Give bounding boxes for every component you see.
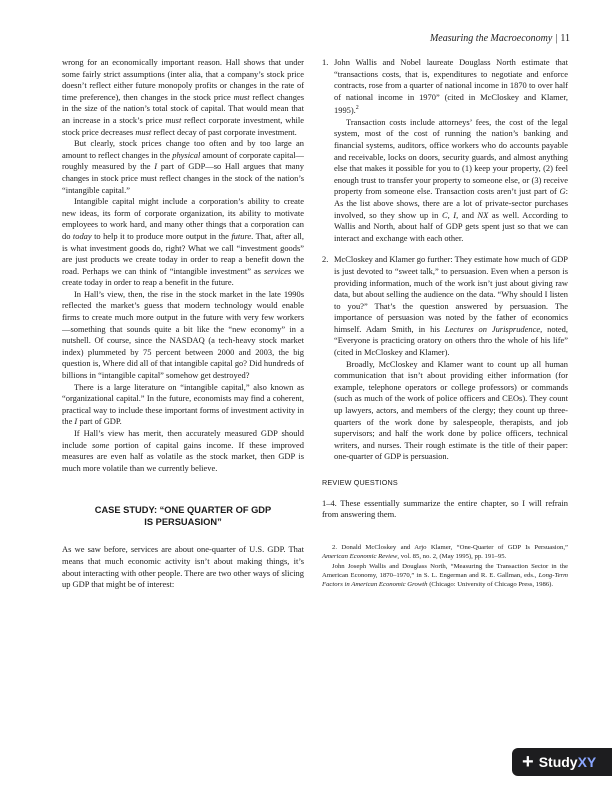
footnote-marker: 2 <box>355 105 359 112</box>
footnotes <box>322 543 568 590</box>
case-study-title: CASE STUDY: “ONE QUARTER OF GDP IS PERSUASION” <box>94 505 272 528</box>
paragraph: As we saw before, services are about one-quarter of U.S. GDP. That means that much economic activity isn’t about making things, it’s about interacting with other people. There are two other ways of slicing up GDP that might be of interest: <box>62 544 304 590</box>
running-header <box>430 33 570 44</box>
list-item <box>322 254 568 463</box>
studyxy-logo: + Study XY <box>512 748 612 776</box>
review-questions-heading: REVIEW QUESTIONS <box>322 478 398 487</box>
paragraph: But clearly, stock prices change too often and by too large an amount to reflect changes in the physical amount of corporate capital—roughly measured by the I part of GDP—so Hall argues that many changes in stock price must reflect changes in the stock of the nation’s “intangible capital.” <box>62 138 304 195</box>
paragraph: If Hall’s view has merit, then accurately measured GDP should include some portion of capital gains income. If these improved measures are even half as volatile as the stock market, then GDP is much more volatile than we currently believe. <box>62 428 304 473</box>
paragraph: Broadly, McCloskey and Klamer want to count up all human communication that isn’t about providing either information (for example, telephone operators or college professors) or commands (such as much of the work of police officers and CEOs). They count up lawyers, actors, and members of the clergy; they count up three-quarters of the work done by salespeople, therapists, and job supervisors; and half the work done by police officers, technical writers, and nurses. Their rough estimate is the title of their paper: one-quarter of GDP is persuasion. <box>334 358 568 462</box>
right-column <box>322 57 568 590</box>
paragraph: In Hall’s view, then, the rise in the stock market in the late 1990s reflected the market’s guess that modern technology would enable firms to create much more output in the future with very few workers—something that sounds quite a bit like the “new economy” in a nutshell. Of course, since the NASDAQ (a tech-heavy stock market index) plummeted by 75 percent between 2000 and 2003, the big question is, Where did all of that intangible capital go? Did hundreds of billions in “intangible capital” somehow get destroyed? <box>62 288 304 381</box>
footnote: John Joseph Wallis and Douglass North, “Measuring the Transaction Sector in the American Economy, 1870–1970,” in S. L. Engerman and R. E. Gallman, eds., Long-Term Factors in American Economic Growth (Chicago: University of Chicago Press, 1986). <box>322 562 568 589</box>
page-number: 11 <box>560 33 570 44</box>
plus-icon: + <box>522 751 534 773</box>
running-title: Measuring the Macroeconomy <box>429 33 553 44</box>
paragraph: John Wallis and Nobel laureate Douglass North estimate that “transactions costs, that is, expenditures to negotiate and enforce contracts, rose from a quarter of national income in 1870 to over half of national income in 1970” (cited in McCloskey and Klamer, 1995).$^2$ <box>334 57 568 116</box>
paragraph: McCloskey and Klamer go further: They estimate how much of GDP is just devoted to “sweet talk,” to persuasion. Even when a person is providing information, much of the work isn’t just about giving raw data, but about selling the audience on the data. “Why should I listen to you?” That’s the question answered by persuasion. The importance of persuasion was noted by the father of economics himself. Adam Smith, in his Lectures on Jurisprudence, noted, “Everyone is practicing oratory on others thro the whole of his life” (cited in McCloskey and Klamer). <box>334 254 568 358</box>
header-separator: | <box>555 33 558 44</box>
list-item <box>322 57 568 244</box>
paragraph: wrong for an economically important reason. Hall shows that under some fairly strict assumptions (inter alia, that a company’s stock price doesn’t reflect either future monopoly profits or changes in the rate of time preference), then changes in the stock price must reflect changes in the size of the nation’s total stock of capital. That would mean that an increase in a stock’s price must reflect corporate investment, while stock price decreases must reflect decay of past corporate investment. <box>62 57 304 137</box>
review-answer: 1–4. These essentially summarize the entire chapter, so I will refrain from answering them. <box>322 497 568 520</box>
list-number: 2. <box>322 254 329 265</box>
paragraph: There is a large literature on “intangible capital,” also known as “organizational capital.” In the future, economists may find a coherent, practical way to include these important forms of investment activity in the I part of GDP. <box>62 381 304 427</box>
list-number: 1. <box>322 57 329 67</box>
left-column <box>62 57 304 591</box>
paragraph: Intangible capital might include a corporation’s ability to create new ideas, its form of corporate organization, its ability to motivate employees to work hard, and many other things that a corporation can do today to help it to produce more output in the future. That, after all, is what investment goods do, right? What we call “investment goods” are just products we create today in order to reap a benefit down the road. Perhaps we can think of “intangible investment” as services we create today in order to reap a benefit in the future. <box>62 196 305 288</box>
paragraph: Transaction costs include attorneys’ fees, the cost of the legal system, most of the cost of running the nation’s banking and financial systems, auditors, office workers who do accounts payable and receivable, locks on doors, security guards, and almost anything else that makes it possible for you to (1) keep your property, (2) feel enough trust to transfer your property to someone else, or (3) receive property from someone else. Transaction costs aren’t just part of G: As the list above shows, there are a lot of private-sector purchases involved, so they show up in C, I, and NX as well. According to Wallis and North, about half of GDP gets spent just so that we can interact and exchange with each other. <box>334 116 569 243</box>
footnote: 2. Donald McCloskey and Arjo Klamer, “One-Quarter of GDP Is Persuasion,” American Economic Review, vol. 85, no. 2, (May 1995), pp. 191–95. <box>322 543 568 561</box>
